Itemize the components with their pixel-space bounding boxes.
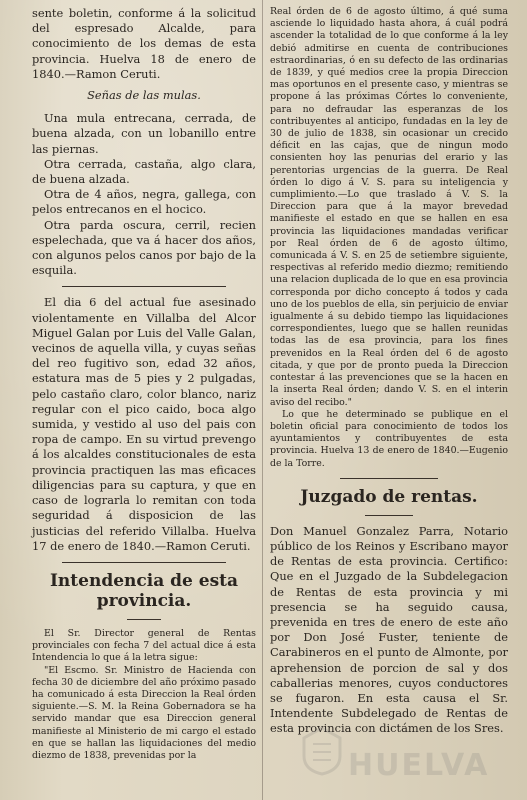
intro-paragraph: sente boletin, conforme á la solicitud del espresado Alcalde, para conocimiento de los demas de esta provincia. Huelva 18 de enero de 1840.—Ramon Ceruti. (32, 6, 256, 81)
section-rule (340, 478, 438, 479)
archive-logo-icon (300, 726, 344, 776)
section-rule (62, 286, 226, 287)
section-rule (62, 562, 226, 563)
title-rule (127, 619, 161, 620)
mule-description-2: Otra cerrada, castaña, algo clara, de buena alzada. (32, 156, 256, 187)
left-column (32, 6, 256, 800)
intendencia-title: Intendencia de esta provincia. (49, 570, 239, 611)
intendencia-intro: El Sr. Director general de Rentas provinciales con fecha 7 del actual dice á esta Intendencia lo que á la letra sigue: (32, 627, 256, 664)
mule-description-4: Otra parda oscura, cerril, recien espelechada, que va á hacer dos años, con algunos pelos canos por bajo de la esquila. (32, 217, 256, 278)
intendencia-royal-order: "El Escmo. Sr. Ministro de Hacienda con fecha 30 de diciembre del año próximo pasado ha comunicado á esta Direccion la Real órden siguiente.—S. M. la Reina Gobernadora se ha servido mandar que esa Direccion general manifieste al Ministerio de mi cargo el estado en que se hallan las liquidaciones del medio diezmo de 1838, prevenidas por la (32, 664, 256, 761)
mule-description-3: Otra de 4 años, negra, gallega, con pelos entrecanos en el hocico. (32, 187, 256, 217)
murder-notice: El dia 6 del actual fue asesinado violentamente en Villalba del Alcor Miguel Galan por Luis del Valle Galan, vecinos de aquella villa, y cuyas señas del reo fugitivo son, edad 32 años, estatura mas de 5 pies y 2 pulgadas, pelo castaño claro, color blanco, nariz regular con el pico caido, boca algo sumida, y vestido al uso del pais con ropa de campo. En su virtud prevengo á los alcaldes constitucionales de esta provincia practiquen las mas eficaces diligencias para su captura, y que en caso de lograrla lo remitan con toda seguridad á disposicion de las justicias del referido Villalba. Huelva 17 de enero de 1840.—Ramon Ceruti. (32, 295, 256, 553)
archive-watermark: HUELVA (348, 748, 490, 783)
title-rule (365, 515, 413, 516)
mules-heading: Señas de las mulas. (87, 88, 201, 103)
right-column (270, 6, 508, 800)
royal-order-continuation: Real órden de 6 de agosto último, á qué suma asciende lo liquidado hasta ahora, á cuál podrá ascender la totalidad de lo que conforme á la ley debió admitirse en cuenta de contribuciones estraordinarias, ó en su defecto de las ordinarias de 1839, y qué medios cree la propia Direccion mas oportunos en el presente caso, y mientras se propone á las próximas Córtes lo conveniente, para no defraudar las esperanzas de los contribuyentes al anticipo, fundadas en la ley de 30 de julio de 1838, sin ocasionar un crecido déficit en las cajas, que de ningun modo consienten hoy las penurias del erario y las perentorias urgencias de la guerra. De Real órden lo digo á V. S. para su inteligencia y cumplimiento.—Lo que traslado á V. S. la Direccion para que á la mayor brevedad manifieste el estado en que se hallen en esa provincia las liquidaciones mandadas verificar por Real órden de 6 de agosto último, comunicada á V. S. en 25 de setiembre siguiente, respectivas al referido medio diezmo; remitiendo una relacion duplicada de lo que en esa provincia corresponda por dicho concepto á todos y cada uno de los pueblos de ella, sin perjuicio de enviar igualmente á su debido tiempo las liquidaciones correspondientes, luego que se hallen reunidas todas las de esa provincia, para los fines prevenidos en la Real órden del 6 de agosto citada, y que por de pronto pueda la Direccion contestar á las prevenciones que se la hacen en la inserta Real órden; dando V. S. en el interin aviso del recibo." (270, 6, 508, 408)
column-divider (262, 0, 263, 800)
mule-description-1: Una mula entrecana, cerrada, de buena alzada, con un lobanillo entre las piernas. (32, 111, 256, 156)
juzgado-certificate: Don Manuel Gonzalez Parra, Notario público de los Reinos y Escribano mayor de Rentas de esta provincia. Certifico: Que en el Juzgado de la Subdelegacion de Rentas de esta provincia y mi presencia se ha seguido causa, prevenida en tres de enero de este año por Don José Fuster, teniente de Carabineros en el punto de Almonte, por aprehension de porcion de sal y dos caballerias menores, cuyos conductores se fugaron. En esta causa el Sr. Intendente Subdelegado de Rentas de esta provincia con dictámen de los Sres. (270, 523, 508, 736)
closing-paragraph: Lo que he determinado se publique en el boletin oficial para conocimiento de todos los ayuntamientos y contribuyentes de esta provincia. Huelva 13 de enero de 1840.—Eugenio de la Torre. (270, 408, 508, 469)
juzgado-title: Juzgado de rentas. (300, 486, 478, 507)
